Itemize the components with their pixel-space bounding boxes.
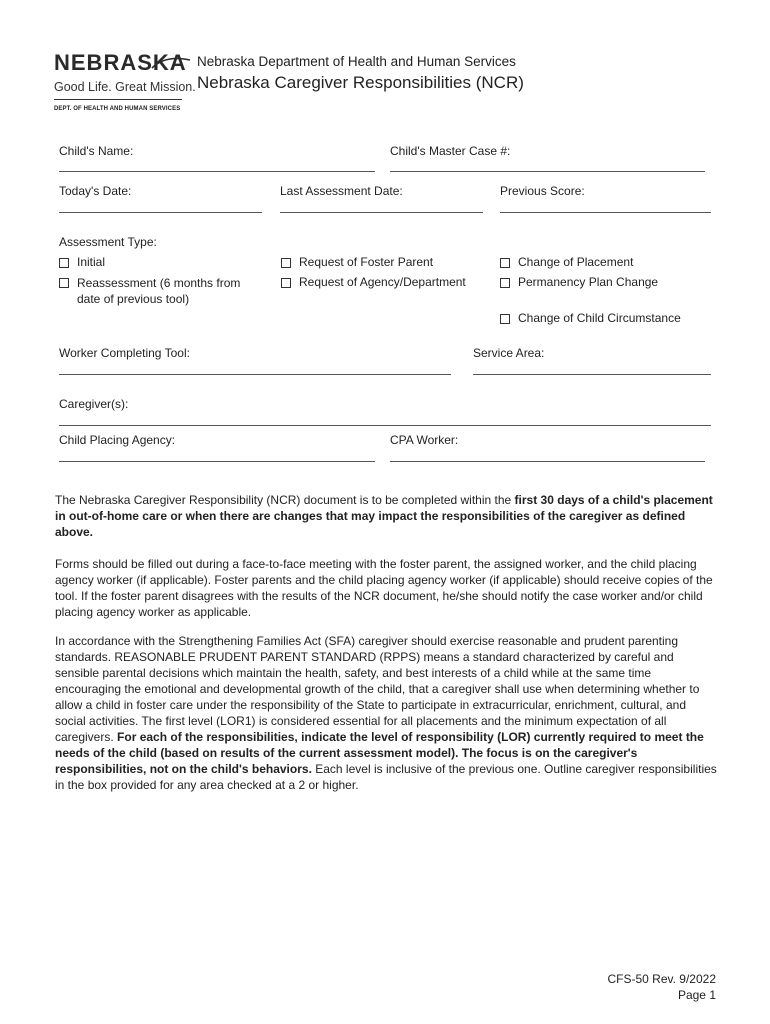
option-request-agency[interactable]: Request of Agency/Department — [281, 275, 466, 289]
checkbox-icon[interactable] — [59, 258, 69, 268]
last-assessment-label: Last Assessment Date: — [280, 184, 403, 198]
logo-department: DEPT. OF HEALTH AND HUMAN SERVICES — [54, 106, 181, 112]
checkbox-icon[interactable] — [59, 278, 69, 288]
child-placing-agency-field[interactable] — [59, 461, 375, 462]
childs-name-label: Child's Name: — [59, 144, 134, 158]
worker-field[interactable] — [59, 374, 451, 375]
option-change-placement[interactable]: Change of Placement — [500, 255, 633, 269]
option-reassessment[interactable]: Reassessment (6 months from date of previous tool) — [59, 275, 264, 307]
assessment-type-label: Assessment Type: — [59, 235, 157, 249]
option-request-foster-parent[interactable]: Request of Foster Parent — [281, 255, 433, 269]
cpa-worker-field[interactable] — [390, 461, 705, 462]
checkbox-icon[interactable] — [281, 278, 291, 288]
checkbox-icon[interactable] — [500, 258, 510, 268]
logo-swoosh-icon — [150, 56, 192, 70]
service-area-field[interactable] — [473, 374, 711, 375]
cpa-worker-label: CPA Worker: — [390, 433, 459, 447]
worker-label: Worker Completing Tool: — [59, 346, 190, 360]
checkbox-icon[interactable] — [500, 314, 510, 324]
option-initial[interactable]: Initial — [59, 255, 105, 269]
service-area-label: Service Area: — [473, 346, 545, 360]
master-case-label: Child's Master Case #: — [390, 144, 511, 158]
instructions-paragraph-2: Forms should be filled out during a face-to-face meeting with the foster parent, the assigned worker, and the child placing agency worker (if applicable). Foster parents and the child placing agency worker (if applicable) should receive copies of the tool. If the foster parent disagrees with the results of the NCR document, he/she should notify the case worker and/or child placing agency worker as applicable. — [55, 557, 713, 619]
previous-score-label: Previous Score: — [500, 184, 585, 198]
option-permanency-change[interactable]: Permanency Plan Change — [500, 275, 658, 289]
logo-tagline: Good Life. Great Mission. — [54, 80, 196, 94]
last-assessment-field[interactable] — [280, 212, 483, 213]
child-placing-agency-label: Child Placing Agency: — [59, 433, 176, 447]
previous-score-field[interactable] — [500, 212, 711, 213]
todays-date-label: Today's Date: — [59, 184, 132, 198]
page-number: Page 1 — [677, 988, 716, 1002]
logo-divider — [54, 99, 182, 100]
caregivers-label: Caregiver(s): — [59, 397, 129, 411]
master-case-field[interactable] — [390, 171, 705, 172]
checkbox-icon[interactable] — [500, 278, 510, 288]
option-change-circumstance[interactable]: Change of Child Circumstance — [500, 311, 681, 325]
todays-date-field[interactable] — [59, 212, 262, 213]
form-title: Nebraska Caregiver Responsibilities (NCR) — [197, 73, 524, 92]
childs-name-field[interactable] — [59, 171, 375, 172]
instructions-paragraph-3: In accordance with the Strengthening Families Act (SFA) caregiver should exercise reasonable and prudent parenting standards. REASONABLE PRUDENT PARENT STANDARD (RPPS) means a standard characterized by careful and sensible parental decisions which maintain the health, safety, and best interests of a child while at the same time encouraging the emotional and developmental growth of the child, that a caregiver shall use when determining whether to allow a child in foster care under the responsibility of the State to participate in extracurricular, enrichment, cultural, and social activities. The first level (LOR1) is considered essential for all placements and the minimum expectation of all caregivers. For each of the responsibilities, indicate the level of responsibility (LOR) currently required to meet the needs of the child (based on results of the current assessment model). The focus is on the caregiver's responsibilities, not on the child's behaviors. Each level is inclusive of the previous one. Outline caregiver responsibilities in the box provided for any area checked at a 2 or higher. — [55, 634, 717, 792]
caregivers-field[interactable] — [59, 425, 711, 426]
form-id: CFS-50 Rev. 9/2022 — [607, 972, 716, 986]
department-name: Nebraska Department of Health and Human Services — [197, 54, 516, 69]
logo-wordmark: NEBRASKA — [54, 50, 187, 75]
checkbox-icon[interactable] — [281, 258, 291, 268]
instructions-paragraph-1: The Nebraska Caregiver Responsibility (NCR) document is to be completed within the first 30 days of a child's placement in out-of-home care or when there are changes that may impact the responsibilities of the caregiver as defined above. — [55, 493, 713, 539]
